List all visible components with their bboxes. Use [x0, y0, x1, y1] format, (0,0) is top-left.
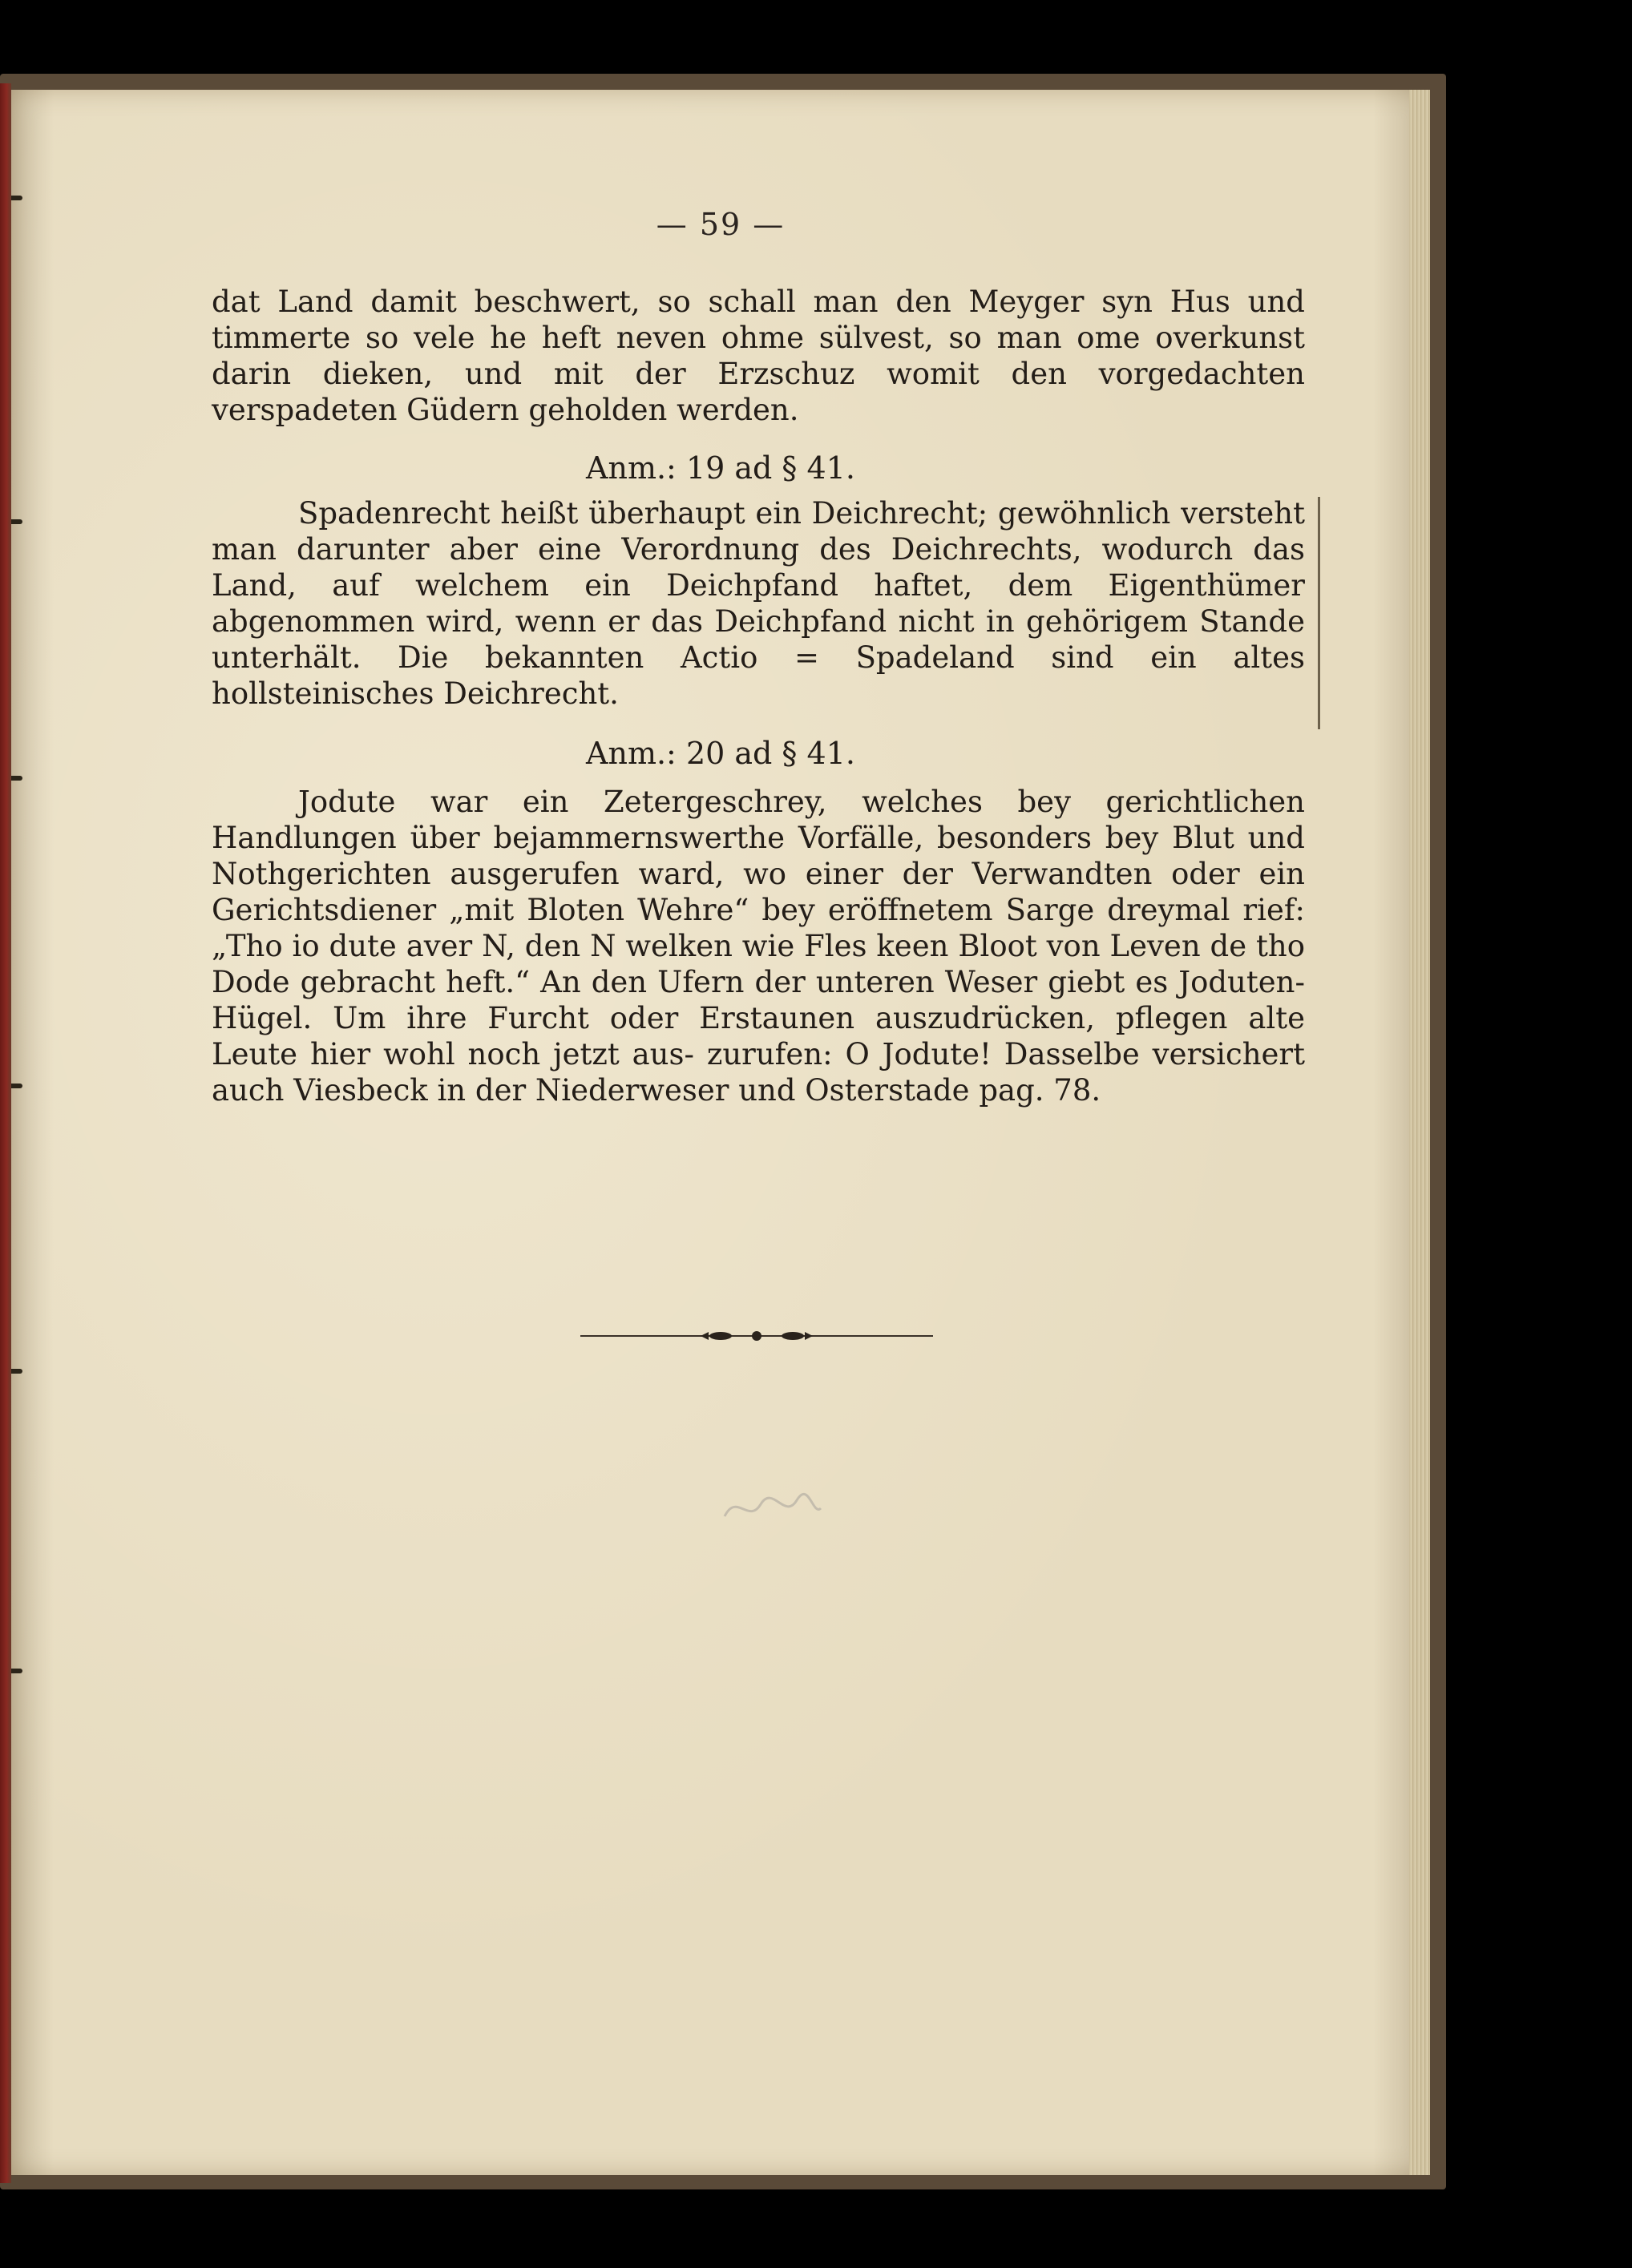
binding-stitch-mark [11, 196, 22, 200]
binding-stitch-mark [11, 776, 22, 781]
note-19-text: Spadenrecht heißt überhaupt ein Deichrecht; gewöhnlich versteht man darunter aber eine Verordnung des Deichrechts, wodurch das Land, auf welchem ein Deichpfand haftet, dem Eigenthümer abgenommen wird, wenn er das Deichpfand nicht in gehörigem Stande unterhält. Die bekannten Actio = Spadeland sind ein altes hollsteinisches Deichrecht. [212, 496, 1305, 711]
continuation-paragraph [212, 284, 1305, 428]
book-page [11, 90, 1430, 2175]
binding-stitch-mark [11, 1084, 22, 1088]
binding-stitch-mark [11, 1369, 22, 1374]
margin-line-mark [1318, 497, 1320, 729]
pencil-scribble-mark [721, 1484, 825, 1532]
page-stack-edge [1409, 90, 1430, 2175]
note-20-text: Jodute war ein Zetergeschrey, welches bey gerichtlichen Handlungen über bejammernswerthe Vorfälle, besonders bey Blut und Nothgerichten ausgerufen ward, wo einer der Verwandten oder ein Gerichtsdiener „mit Bloten Wehre“ bey eröffnetem Sarge dreymal rief: „Tho io dute aver N, den N welken wie Fles keen Bloot von Leven de tho Dode gebracht heft.“ An den Ufern der unteren Weser giebt es Joduten-Hügel. Um ihre Furcht oder Erstaunen auszudrücken, pflegen alte Leute hier wohl noch jetzt aus- zurufen: O Jodute! Dasselbe versichert auch Viesbeck in der Niederweser und Osterstade pag. 78. [212, 785, 1305, 1108]
binding-stitch-mark [11, 519, 22, 524]
binding-stitch-mark [11, 1669, 22, 1673]
tail-piece-ornament-icon [580, 1328, 933, 1344]
note-20-heading: Anm.: 20 ad § 41. [586, 736, 855, 771]
page-number: — 59 — [656, 207, 786, 242]
note-19-heading: Anm.: 19 ad § 41. [586, 450, 855, 486]
continuation-text: dat Land damit beschwert, so schall man den Meyger syn Hus und timmerte so vele he heft neven ohme sülvest, so man ome overkunst darin dieken, und mit der Erzschuz womit den vorgedachten verspadeten Güdern geholden werden. [212, 285, 1305, 427]
note-19-paragraph [212, 495, 1305, 712]
red-page-edge [0, 83, 11, 2183]
note-20-paragraph [212, 784, 1305, 1108]
